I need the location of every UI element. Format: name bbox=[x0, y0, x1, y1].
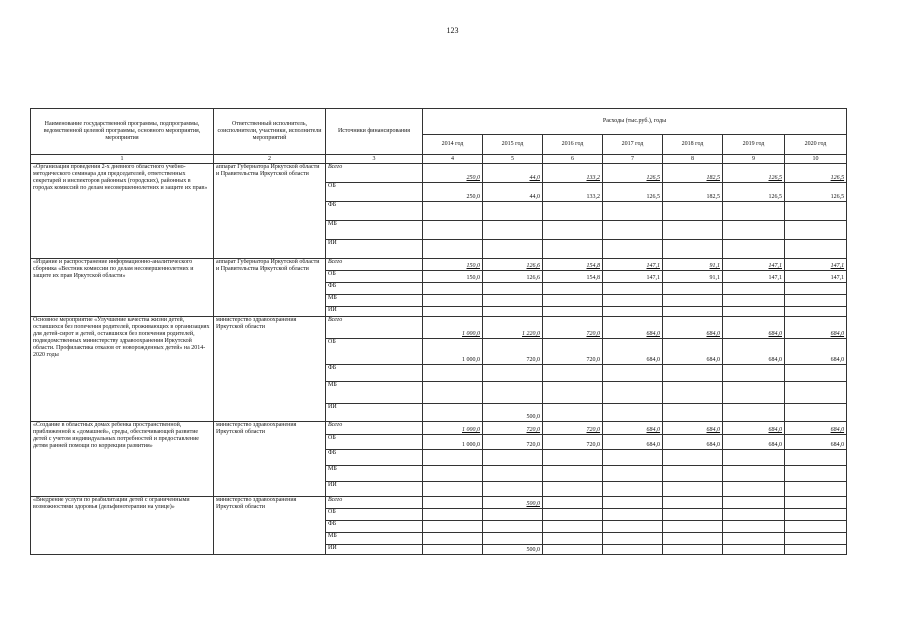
expense-value bbox=[785, 482, 847, 497]
expense-value: 684,0 bbox=[663, 422, 723, 435]
expense-value bbox=[603, 283, 663, 295]
funding-source-label: ОБ bbox=[326, 339, 423, 365]
expense-value bbox=[663, 240, 723, 259]
expense-value bbox=[543, 404, 603, 422]
expense-value bbox=[785, 533, 847, 545]
expense-value bbox=[723, 533, 785, 545]
expense-value bbox=[483, 295, 543, 307]
expense-value: 91,1 bbox=[663, 271, 723, 283]
expense-value: 684,0 bbox=[785, 339, 847, 365]
expense-value bbox=[603, 221, 663, 240]
expense-value bbox=[723, 450, 785, 466]
expense-value: 91,1 bbox=[663, 259, 723, 271]
expense-value bbox=[483, 202, 543, 221]
expense-value: 720,0 bbox=[543, 339, 603, 365]
header-executor: Ответственный исполнитель, соисполнители, участники, исполнители мероприятий bbox=[214, 109, 326, 155]
expense-value bbox=[663, 482, 723, 497]
expense-value: 720,0 bbox=[483, 422, 543, 435]
header-year: 2020 год bbox=[785, 135, 847, 155]
column-number: 6 bbox=[543, 155, 603, 164]
column-number: 5 bbox=[483, 155, 543, 164]
expense-value bbox=[423, 509, 483, 521]
expense-value: 1 220,0 bbox=[483, 317, 543, 339]
funding-source-label: Всего bbox=[326, 259, 423, 271]
expense-value: 500,0 bbox=[483, 404, 543, 422]
table-body bbox=[31, 164, 847, 555]
expense-value bbox=[423, 545, 483, 555]
expense-value bbox=[543, 221, 603, 240]
expense-value bbox=[543, 466, 603, 482]
expense-value bbox=[723, 283, 785, 295]
budget-table bbox=[30, 108, 847, 555]
column-number: 8 bbox=[663, 155, 723, 164]
activity-executor: аппарат Губернатора Иркутской области и Правительства Иркутской области bbox=[214, 259, 326, 317]
source-row bbox=[31, 164, 847, 183]
expense-value: 147,1 bbox=[723, 259, 785, 271]
expense-value bbox=[423, 382, 483, 404]
expense-value: 126,5 bbox=[723, 164, 785, 183]
expense-value bbox=[423, 482, 483, 497]
activity-name: «Организация проведения 2-х дневного областного учебно-методического семинара для председателей, ответственных секретарей и инспекторов районных (городских), районных в городах комиссий по делам несовершеннолетних и защите их прав» bbox=[31, 164, 214, 259]
expense-value bbox=[723, 404, 785, 422]
expense-value: 684,0 bbox=[663, 339, 723, 365]
header-name: Наименование государственной программы, подпрограммы, ведомственной целевой программы, основного мероприятия, мероприятия bbox=[31, 109, 214, 155]
expense-value bbox=[723, 307, 785, 317]
expense-value bbox=[663, 545, 723, 555]
expense-value bbox=[423, 450, 483, 466]
funding-source-label: МБ bbox=[326, 382, 423, 404]
expense-value: 44,0 bbox=[483, 164, 543, 183]
expense-value bbox=[785, 283, 847, 295]
expense-value bbox=[663, 221, 723, 240]
expense-value: 147,1 bbox=[785, 259, 847, 271]
expense-value: 126,5 bbox=[785, 164, 847, 183]
expense-value bbox=[603, 533, 663, 545]
expense-value: 684,0 bbox=[785, 317, 847, 339]
expense-value bbox=[663, 295, 723, 307]
expense-value: 684,0 bbox=[723, 317, 785, 339]
expense-value bbox=[663, 497, 723, 509]
funding-source-label: ИИ bbox=[326, 240, 423, 259]
expense-value bbox=[723, 365, 785, 382]
expense-value: 147,1 bbox=[603, 271, 663, 283]
expense-value bbox=[483, 466, 543, 482]
expense-value bbox=[423, 497, 483, 509]
header-year: 2015 год bbox=[483, 135, 543, 155]
expense-value bbox=[603, 482, 663, 497]
expense-value bbox=[785, 307, 847, 317]
expense-value bbox=[785, 365, 847, 382]
funding-source-label: Всего bbox=[326, 317, 423, 339]
funding-source-label: МБ bbox=[326, 466, 423, 482]
expense-value bbox=[483, 521, 543, 533]
expense-value bbox=[483, 382, 543, 404]
expense-value bbox=[423, 365, 483, 382]
expense-value: 684,0 bbox=[603, 422, 663, 435]
expense-value bbox=[603, 497, 663, 509]
expense-value bbox=[663, 283, 723, 295]
source-row bbox=[31, 422, 847, 435]
column-number: 4 bbox=[423, 155, 483, 164]
expense-value: 684,0 bbox=[785, 422, 847, 435]
expense-value bbox=[603, 240, 663, 259]
expense-value: 684,0 bbox=[723, 422, 785, 435]
expense-value: 44,0 bbox=[483, 183, 543, 202]
funding-source-label: ФБ bbox=[326, 283, 423, 295]
expense-value bbox=[543, 482, 603, 497]
expense-value: 720,0 bbox=[483, 339, 543, 365]
expense-value bbox=[543, 509, 603, 521]
expense-value: 147,1 bbox=[603, 259, 663, 271]
expense-value: 684,0 bbox=[785, 435, 847, 450]
activity-name: Основное мероприятие «Улучшение качества жизни детей, оставшихся без попечения родителей, проживающих в организациях для детей-сирот и детей, оставшихся без попечения родителей, подведомственных министерству здравоохранения Иркутской области. Профилактика отказов от новорожденных детей» на 2014-2020 годы bbox=[31, 317, 214, 422]
expense-value: 1 000,0 bbox=[423, 422, 483, 435]
expense-value bbox=[423, 521, 483, 533]
expense-value bbox=[543, 295, 603, 307]
expense-value: 684,0 bbox=[723, 435, 785, 450]
funding-source-label: Всего bbox=[326, 422, 423, 435]
header-year: 2014 год bbox=[423, 135, 483, 155]
expense-value bbox=[603, 509, 663, 521]
expense-value: 147,1 bbox=[723, 271, 785, 283]
column-number: 10 bbox=[785, 155, 847, 164]
expense-value bbox=[663, 466, 723, 482]
expense-value: 126,6 bbox=[483, 259, 543, 271]
expense-value bbox=[543, 240, 603, 259]
expense-value bbox=[723, 202, 785, 221]
expense-value: 684,0 bbox=[603, 317, 663, 339]
expense-value bbox=[785, 497, 847, 509]
activity-executor: министерство здравоохранения Иркутской области bbox=[214, 422, 326, 497]
funding-source-label: ИИ bbox=[326, 545, 423, 555]
source-row bbox=[31, 317, 847, 339]
expense-value bbox=[723, 240, 785, 259]
expense-value: 250,0 bbox=[423, 183, 483, 202]
expense-value bbox=[785, 382, 847, 404]
expense-value bbox=[785, 545, 847, 555]
expense-value bbox=[483, 240, 543, 259]
expense-value bbox=[663, 307, 723, 317]
expense-value: 684,0 bbox=[663, 435, 723, 450]
column-number: 7 bbox=[603, 155, 663, 164]
expense-value bbox=[723, 545, 785, 555]
header-source: Источники финансирования bbox=[326, 109, 423, 155]
expense-value: 126,5 bbox=[785, 183, 847, 202]
expense-value bbox=[785, 450, 847, 466]
column-number: 1 bbox=[31, 155, 214, 164]
expense-value bbox=[603, 382, 663, 404]
funding-source-label: Всего bbox=[326, 164, 423, 183]
expense-value: 150,0 bbox=[423, 271, 483, 283]
funding-source-label: ИИ bbox=[326, 307, 423, 317]
activity-executor: министерство здравоохранения Иркутской области bbox=[214, 317, 326, 422]
header-year: 2016 год bbox=[543, 135, 603, 155]
expense-value bbox=[723, 221, 785, 240]
expense-value bbox=[483, 509, 543, 521]
expense-value: 182,5 bbox=[663, 183, 723, 202]
expense-value bbox=[785, 521, 847, 533]
expense-value bbox=[423, 283, 483, 295]
source-row bbox=[31, 497, 847, 509]
expense-value bbox=[543, 545, 603, 555]
header-year: 2019 год bbox=[723, 135, 785, 155]
expense-value bbox=[663, 382, 723, 404]
expense-value bbox=[483, 283, 543, 295]
expense-value: 684,0 bbox=[603, 339, 663, 365]
expense-value bbox=[423, 466, 483, 482]
activity-name: «Внедрение услуги по реабилитации детей с ограниченными возможностями здоровья (дельфинотерапии на улице)» bbox=[31, 497, 214, 555]
expense-value bbox=[543, 307, 603, 317]
expense-value bbox=[483, 450, 543, 466]
column-number: 3 bbox=[326, 155, 423, 164]
expense-value: 500,0 bbox=[483, 497, 543, 509]
expense-value: 1 000,0 bbox=[423, 435, 483, 450]
expense-value bbox=[483, 365, 543, 382]
funding-source-label: МБ bbox=[326, 295, 423, 307]
activity-executor: аппарат Губернатора Иркутской области и Правительства Иркутской области bbox=[214, 164, 326, 259]
expense-value: 500,0 bbox=[483, 545, 543, 555]
funding-source-label: МБ bbox=[326, 533, 423, 545]
expense-value: 1 000,0 bbox=[423, 317, 483, 339]
expense-value bbox=[663, 533, 723, 545]
expense-value bbox=[603, 450, 663, 466]
activity-executor: министерство здравоохранения Иркутской области bbox=[214, 497, 326, 555]
expense-value: 720,0 bbox=[543, 435, 603, 450]
expense-value bbox=[483, 221, 543, 240]
expense-value: 133,2 bbox=[543, 183, 603, 202]
expense-value bbox=[603, 295, 663, 307]
funding-source-label: ФБ bbox=[326, 202, 423, 221]
expense-value bbox=[603, 545, 663, 555]
header-expenses: Расходы (тыс.руб.), годы bbox=[423, 109, 847, 135]
expense-value bbox=[483, 482, 543, 497]
expense-value bbox=[423, 202, 483, 221]
expense-value bbox=[543, 521, 603, 533]
expense-value bbox=[785, 202, 847, 221]
funding-source-label: ФБ bbox=[326, 521, 423, 533]
expense-value: 250,0 bbox=[423, 164, 483, 183]
activity-name: «Создание в областных домах ребенка пространственной, приближенной к «домашней», среды, обеспечивающей развитие детей с учетом индивидуальных потребностей и предоставление детям ранней помощи по коррекции развития» bbox=[31, 422, 214, 497]
expense-value: 126,5 bbox=[603, 164, 663, 183]
expense-value bbox=[785, 240, 847, 259]
expense-value bbox=[543, 382, 603, 404]
expense-value bbox=[543, 497, 603, 509]
expense-value bbox=[785, 221, 847, 240]
funding-source-label: Всего bbox=[326, 497, 423, 509]
expense-value bbox=[423, 404, 483, 422]
funding-source-label: ОБ bbox=[326, 183, 423, 202]
expense-value: 720,0 bbox=[483, 435, 543, 450]
expense-value bbox=[723, 382, 785, 404]
expense-value: 126,5 bbox=[603, 183, 663, 202]
expense-value bbox=[423, 240, 483, 259]
funding-source-label: МБ bbox=[326, 221, 423, 240]
source-row bbox=[31, 259, 847, 271]
expense-value bbox=[423, 221, 483, 240]
expense-value bbox=[483, 307, 543, 317]
funding-source-label: ФБ bbox=[326, 365, 423, 382]
expense-value bbox=[543, 365, 603, 382]
expense-value bbox=[543, 450, 603, 466]
expense-value bbox=[603, 307, 663, 317]
expense-value: 684,0 bbox=[603, 435, 663, 450]
expense-value bbox=[543, 283, 603, 295]
funding-source-label: ОБ bbox=[326, 509, 423, 521]
expense-value: 147,1 bbox=[785, 271, 847, 283]
expense-value bbox=[423, 533, 483, 545]
funding-source-label: ИИ bbox=[326, 482, 423, 497]
header-year: 2017 год bbox=[603, 135, 663, 155]
expense-value bbox=[423, 295, 483, 307]
funding-source-label: ФБ bbox=[326, 450, 423, 466]
expense-value bbox=[723, 521, 785, 533]
expense-value bbox=[663, 521, 723, 533]
page-number: 123 bbox=[446, 26, 459, 35]
expense-value: 154,8 bbox=[543, 259, 603, 271]
expense-value bbox=[723, 482, 785, 497]
expense-value bbox=[603, 404, 663, 422]
column-number: 2 bbox=[214, 155, 326, 164]
expense-value: 126,5 bbox=[723, 183, 785, 202]
expense-value bbox=[603, 466, 663, 482]
expense-value: 133,2 bbox=[543, 164, 603, 183]
expense-value: 1 000,0 bbox=[423, 339, 483, 365]
expense-value bbox=[663, 202, 723, 221]
expense-value bbox=[663, 404, 723, 422]
funding-source-label: ИИ bbox=[326, 404, 423, 422]
expense-value: 154,8 bbox=[543, 271, 603, 283]
funding-source-label: ОБ bbox=[326, 435, 423, 450]
expense-value bbox=[483, 533, 543, 545]
expense-value bbox=[543, 202, 603, 221]
expense-value bbox=[785, 509, 847, 521]
funding-source-label: ОБ bbox=[326, 271, 423, 283]
expense-value bbox=[723, 466, 785, 482]
expense-value bbox=[663, 450, 723, 466]
expense-value bbox=[543, 533, 603, 545]
expense-value bbox=[663, 509, 723, 521]
expense-value bbox=[603, 365, 663, 382]
expense-value bbox=[663, 365, 723, 382]
expense-value: 720,0 bbox=[543, 422, 603, 435]
expense-value bbox=[723, 295, 785, 307]
expense-value bbox=[785, 295, 847, 307]
expense-value bbox=[603, 202, 663, 221]
activity-name: «Издание и распространение информационно-аналитического сборника «Вестник комиссии по делам несовершеннолетних и защите их прав Иркутской области» bbox=[31, 259, 214, 317]
expense-value bbox=[723, 497, 785, 509]
header-year: 2018 год bbox=[663, 135, 723, 155]
expense-value: 684,0 bbox=[723, 339, 785, 365]
expense-value: 720,0 bbox=[543, 317, 603, 339]
expense-value bbox=[723, 509, 785, 521]
column-number: 9 bbox=[723, 155, 785, 164]
expense-value: 182,5 bbox=[663, 164, 723, 183]
expense-value bbox=[785, 404, 847, 422]
expense-value bbox=[785, 466, 847, 482]
expense-value: 150,0 bbox=[423, 259, 483, 271]
expense-value: 126,6 bbox=[483, 271, 543, 283]
expense-value bbox=[423, 307, 483, 317]
expense-value: 684,0 bbox=[663, 317, 723, 339]
expense-value bbox=[603, 521, 663, 533]
